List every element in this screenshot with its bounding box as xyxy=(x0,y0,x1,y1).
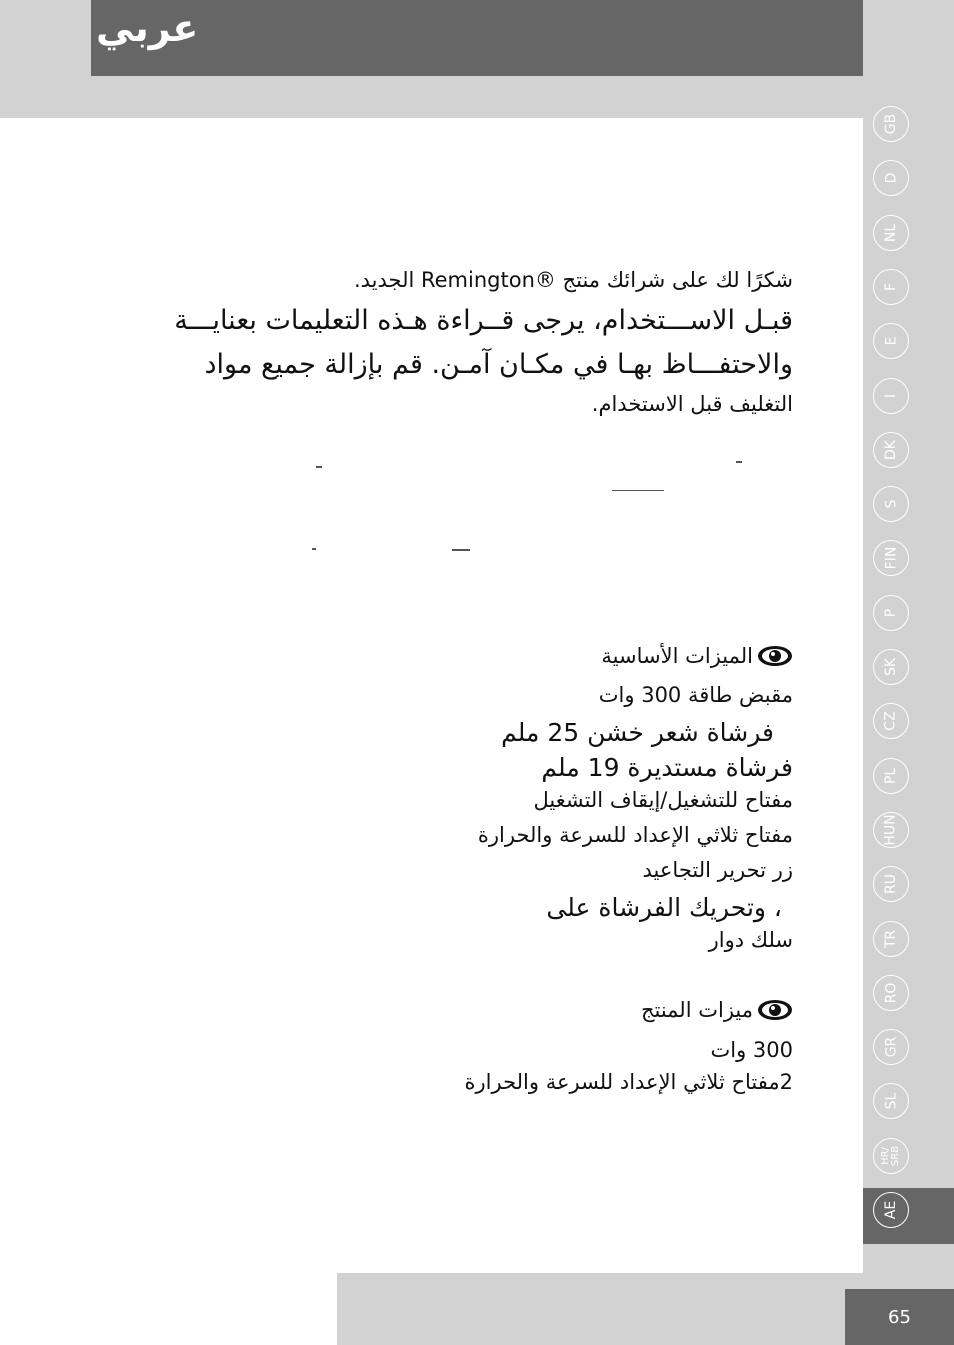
language-tab-hun[interactable] xyxy=(873,812,909,848)
language-tab-nl[interactable] xyxy=(873,215,909,251)
language-tab-label: P xyxy=(882,608,899,617)
language-tab-tr[interactable] xyxy=(873,921,909,957)
language-tab-label: HUN xyxy=(883,814,899,846)
language-tab-label: FIN xyxy=(883,547,899,570)
list-item: فرشاة مستديرة 19 ملم xyxy=(541,753,793,782)
language-tab-label: NL xyxy=(883,223,899,242)
language-tab-label: DK xyxy=(883,439,899,460)
language-tab-label: F xyxy=(883,282,899,291)
list-item: ، وتحريك الفرشاة على xyxy=(546,893,782,922)
print-artifact xyxy=(736,461,742,463)
bottom-strip xyxy=(0,1273,337,1345)
language-tab-p[interactable] xyxy=(873,595,909,631)
page-title: عربي xyxy=(96,6,199,50)
language-tab-label: AE xyxy=(883,1200,899,1220)
header-bar xyxy=(91,0,863,76)
language-tab-label: CZ xyxy=(883,711,899,731)
language-tab-e[interactable] xyxy=(873,323,909,359)
language-tab-gb[interactable] xyxy=(873,106,909,142)
language-tab-label: HR/ SRB xyxy=(880,1145,901,1166)
list-item: 2مفتاح ثلاثي الإعداد للسرعة والحرارة xyxy=(464,1070,793,1094)
list-item: مفتاح للتشغيل/إيقاف التشغيل xyxy=(533,788,793,812)
language-tab-label: PL xyxy=(883,767,899,784)
intro-line-3: والاحتفـــاظ بهـا في مكـان آمـن. قم بإزالة جميع مواد xyxy=(204,349,793,380)
language-tab-label: RO xyxy=(883,982,899,1004)
print-artifact xyxy=(452,549,470,551)
product-features-heading xyxy=(641,998,793,1022)
language-tab-fin[interactable] xyxy=(873,540,909,576)
language-tab-hr-srb[interactable] xyxy=(873,1138,909,1174)
language-tab-gr[interactable] xyxy=(873,1029,909,1065)
language-tab-label: D xyxy=(883,172,899,184)
key-features-title: الميزات الأساسية xyxy=(601,644,753,668)
language-tab-label: I xyxy=(882,393,899,398)
language-tab-label: E xyxy=(882,336,899,346)
list-item: زر تحرير التجاعيد xyxy=(642,858,793,882)
language-tab-i[interactable] xyxy=(873,378,909,414)
language-tab-label: RU xyxy=(882,874,899,895)
eye-icon xyxy=(757,645,793,667)
list-item: فرشاة شعر خشن 25 ملم xyxy=(501,718,774,747)
language-tab-ro[interactable] xyxy=(873,975,909,1011)
list-item: 300 وات xyxy=(710,1038,793,1062)
language-tab-pl[interactable] xyxy=(873,758,909,794)
list-item: مفتاح ثلاثي الإعداد للسرعة والحرارة xyxy=(477,823,793,847)
language-tab-label: GB xyxy=(882,113,899,135)
print-artifact xyxy=(312,548,316,550)
product-features-title: ميزات المنتج xyxy=(640,998,753,1022)
language-tab-ae[interactable] xyxy=(873,1192,909,1228)
language-tab-label: TR xyxy=(883,929,899,948)
intro-line-2: قبـل الاســـتخدام، يرجى قــراءة هـذه التعليمات بعنايـــة xyxy=(174,305,793,336)
intro-line-4: التغليف قبل الاستخدام. xyxy=(591,392,793,416)
language-tab-label: S xyxy=(882,499,899,509)
language-tab-sl[interactable] xyxy=(873,1083,909,1119)
list-item: مقبض طاقة 300 وات xyxy=(598,683,793,707)
language-tabs xyxy=(863,96,954,1246)
print-artifact xyxy=(316,466,322,468)
language-tab-dk[interactable] xyxy=(873,432,909,468)
page-number: 65 xyxy=(845,1289,954,1345)
language-tab-ru[interactable] xyxy=(873,866,909,902)
print-artifact xyxy=(612,490,664,491)
language-tab-s[interactable] xyxy=(873,486,909,522)
language-tab-label: SK xyxy=(882,657,899,677)
intro-line-1: شكرًا لك على شرائك منتج ®Remington الجديد. xyxy=(353,268,793,292)
language-tab-f[interactable] xyxy=(873,269,909,305)
list-item: سلك دوار xyxy=(708,928,793,952)
language-tab-sk[interactable] xyxy=(873,649,909,685)
eye-icon xyxy=(757,999,793,1021)
key-features-heading xyxy=(601,644,793,668)
language-tab-cz[interactable] xyxy=(873,703,909,739)
language-tab-label: GR xyxy=(882,1036,899,1058)
language-tab-label: SL xyxy=(883,1093,899,1110)
language-tab-d[interactable] xyxy=(873,160,909,196)
